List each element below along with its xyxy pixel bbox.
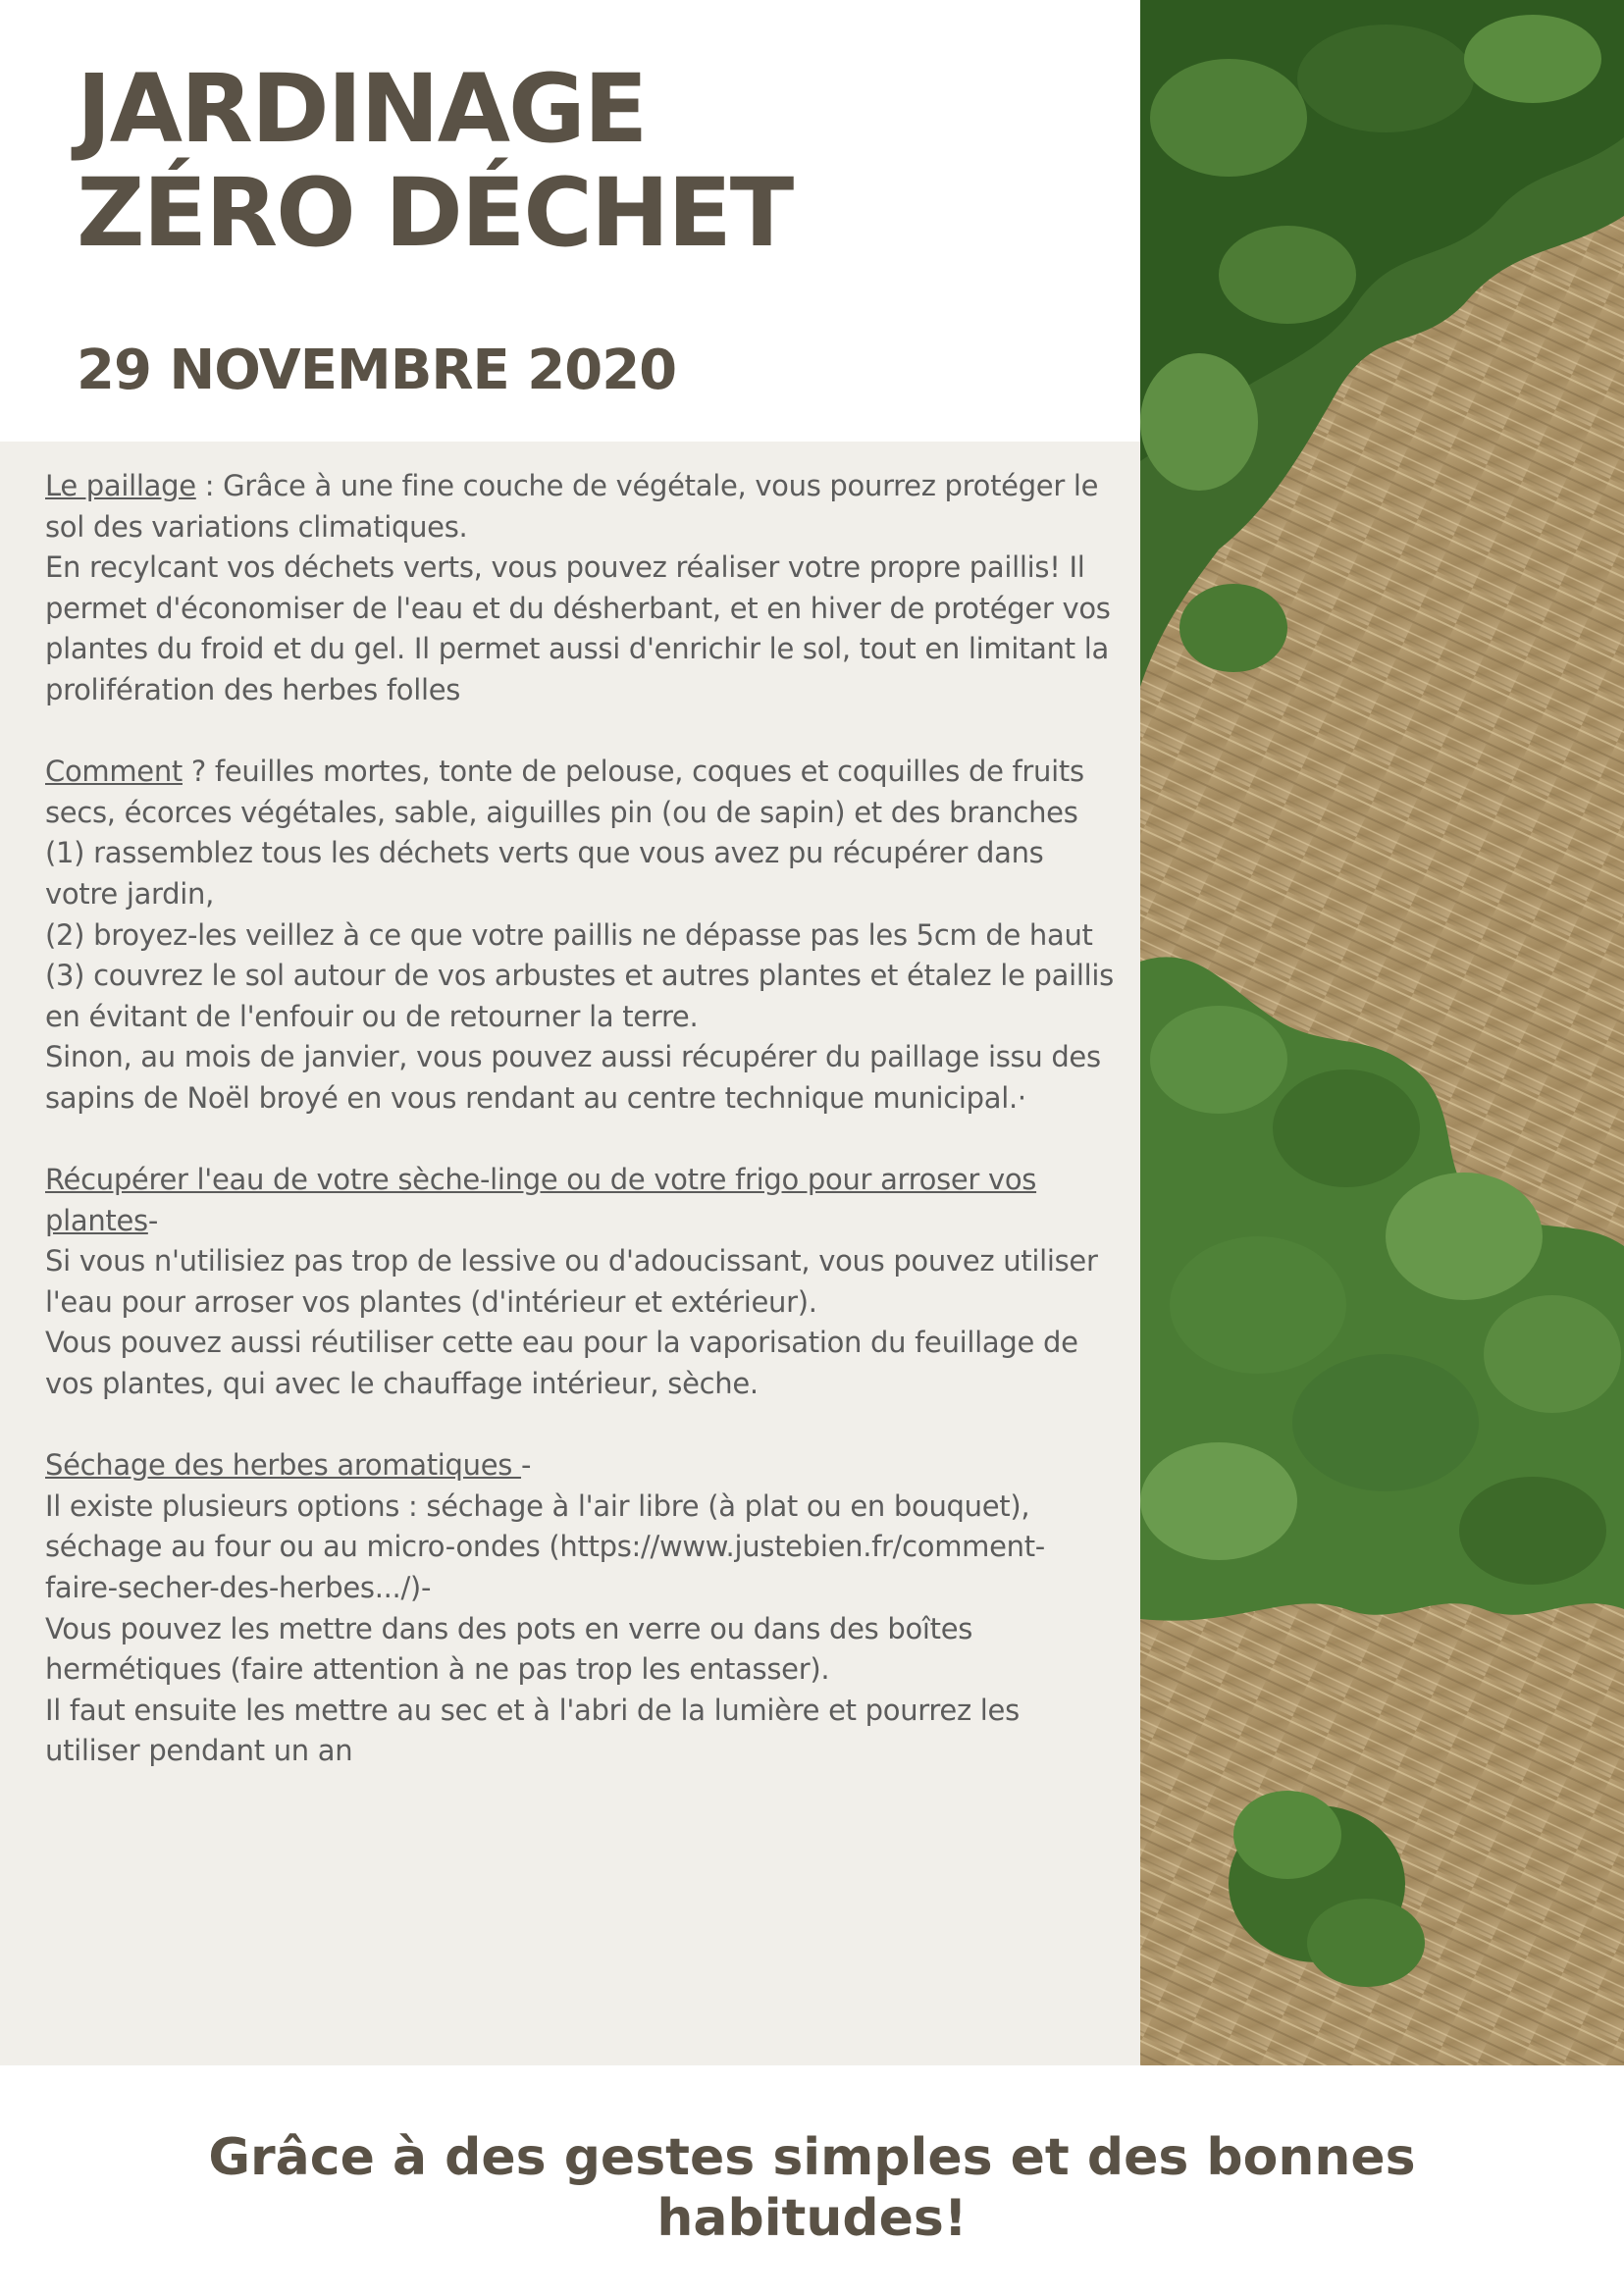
heading-comment: Comment [45, 755, 183, 789]
section-eau [45, 1160, 1115, 1405]
comment-intro: ? feuilles mortes, tonte de pelouse, coques et coquilles de fruits secs, écorces végétales, sable, aiguilles pin (ou de sapin) et des branches [45, 755, 1084, 829]
eau-dash: - [147, 1203, 159, 1237]
comment-note: Sinon, au mois de janvier, vous pouvez aussi récupérer du paillage issu des sapins de Noël broyé en vous rendant au centre technique municipal.· [45, 1040, 1101, 1115]
footer-line-2: habitudes! [656, 2189, 968, 2248]
footer-line-1: Grâce à des gestes simples et des bonnes [208, 2128, 1416, 2187]
title-line-2: ZÉRO DÉCHET [77, 158, 793, 268]
publication-date: 29 NOVEMBRE 2020 [77, 339, 677, 402]
comment-step-3: (3) couvrez le sol autour de vos arbustes et autres plantes et étalez le paillis en évitant de l'enfouir ou de retourner la terre. [45, 959, 1114, 1033]
article-body [45, 466, 1115, 1813]
paillage-text: En recylcant vos déchets verts, vous pouvez réaliser votre propre paillis! Il permet d'économiser de l'eau et du désherbant, et en hiver de protéger vos plantes du froid et du gel. Il permet aussi d'enrichir le sol, tout en limitant la prolifération des herbes folles [45, 550, 1111, 706]
page-title [77, 54, 793, 268]
paillage-intro: : Grâce à une fine couche de végétale, vous pourrez protéger le sol des variations climatiques. [45, 469, 1099, 544]
sechage-dash: - [521, 1448, 532, 1483]
comment-step-1: (1) rassemblez tous les déchets verts que vous avez pu récupérer dans votre jardin, [45, 836, 1044, 911]
eau-text-2: Vous pouvez aussi réutiliser cette eau pour la vaporisation du feuillage de vos plantes, qui avec le chauffage intérieur, sèche. [45, 1326, 1078, 1401]
section-sechage [45, 1445, 1115, 1772]
title-line-1: JARDINAGE [77, 54, 647, 164]
sechage-text-3: Il faut ensuite les mettre au sec et à l'abri de la lumière et pourrez les utiliser pendant un an [45, 1693, 1020, 1768]
section-paillage [45, 466, 1115, 711]
garden-mulch-photo [1140, 0, 1624, 2065]
sechage-text-2: Vous pouvez les mettre dans des pots en verre ou dans des boîtes hermétiques (faire attention à ne pas trop les entasser). [45, 1611, 973, 1687]
heading-eau: Récupérer l'eau de votre sèche-linge ou de votre frigo pour arroser vos plantes [45, 1163, 1037, 1237]
garden-photo-illustration [1140, 0, 1624, 2065]
heading-paillage: Le paillage [45, 469, 196, 502]
sechage-text-1: Il existe plusieurs options : séchage à l'air libre (à plat ou en bouquet), séchage au four ou au micro-ondes (https://www.justebien.fr/comment-faire-secher-des-herbes.../)- [45, 1488, 1045, 1605]
comment-step-2: (2) broyez-les veillez à ce que votre paillis ne dépasse pas les 5cm de haut [45, 917, 1093, 952]
article-panel [0, 442, 1140, 2065]
heading-sechage: Séchage des herbes aromatiques [45, 1448, 522, 1483]
section-comment [45, 752, 1115, 1119]
footer-tagline [0, 2127, 1624, 2249]
eau-text-1: Si vous n'utilisiez pas trop de lessive ou d'adoucissant, vous pouvez utiliser l'eau pour arroser vos plantes (d'intérieur et extérieur). [45, 1244, 1098, 1319]
